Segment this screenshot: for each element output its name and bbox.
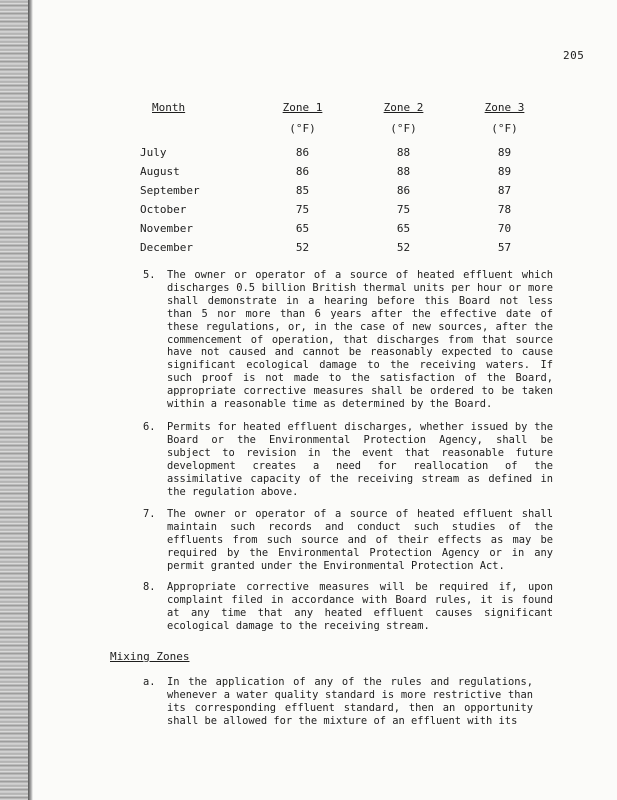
regulation-item-8 xyxy=(143,581,553,633)
header-zone-3: Zone 3 xyxy=(484,101,525,114)
zone-2-cell: 88 xyxy=(396,165,411,178)
zone-2-cell: 75 xyxy=(396,203,411,216)
table-row xyxy=(140,200,555,219)
units-zone-3: (°F) xyxy=(491,121,518,135)
zone-1-cell: 52 xyxy=(295,241,310,254)
month-cell: December xyxy=(140,241,193,254)
item-label: a. xyxy=(143,676,156,688)
header-month: Month xyxy=(152,101,186,114)
zone-1-cell: 86 xyxy=(295,146,310,159)
month-cell: November xyxy=(140,222,193,235)
units-zone-2: (°F) xyxy=(390,121,417,135)
zone-3-cell: 78 xyxy=(497,203,512,216)
zone-3-cell: 89 xyxy=(497,146,512,159)
month-cell: October xyxy=(140,203,187,216)
zone-1-cell: 86 xyxy=(295,165,310,178)
zone-2-cell: 65 xyxy=(396,222,411,235)
zone-3-cell: 87 xyxy=(497,184,512,197)
item-number: 7. xyxy=(143,508,156,520)
zone-1-cell: 75 xyxy=(295,203,310,216)
units-blank xyxy=(140,117,252,139)
section-title-mixing-zones: Mixing Zones xyxy=(110,650,190,663)
item-number: 5. xyxy=(143,269,156,281)
zone-2-cell: 52 xyxy=(396,241,411,254)
header-zone-1: Zone 1 xyxy=(282,101,323,114)
table-row xyxy=(140,219,555,238)
table-row xyxy=(140,139,555,162)
zone-3-cell: 57 xyxy=(497,241,512,254)
table-row xyxy=(140,181,555,200)
units-zone-1: (°F) xyxy=(289,121,316,135)
item-text: In the application of any of the rules and regulations, whenever a water quality standard is more restrictive than its corresponding effluent standard, then an opportunity shall be allowed for the mixture of an effluent with its xyxy=(167,676,533,727)
mixing-item-a xyxy=(143,676,533,728)
item-text: Permits for heated effluent discharges, whether issued by the Board or the Environmental Protection Agency, shall be subject to revision in the event that reasonable future development creates a need for reallocation of the assimilative capacity of the receiving stream as defined in the regulation above. xyxy=(167,421,553,498)
binding-edge xyxy=(28,0,33,800)
item-text: The owner or operator of a source of heated effluent which discharges 0.5 billion British thermal units per hour or more shall demonstrate in a hearing before this Board not less than 5 nor more than 6 years after the effective date of these regulations, or, in the case of new sources, after the commencement of operation, that discharges from that source have not caused and cannot be reasonably expected to cause significant ecological damage to the receiving waters. If such proof is not made to the satisfaction of the Board, appropriate corrective measures shall be ordered to be taken within a reasonable time as determined by the Board. xyxy=(167,269,553,411)
table-header-row xyxy=(140,98,555,117)
zone-1-cell: 65 xyxy=(295,222,310,235)
table-units-row xyxy=(140,117,555,139)
binding-shadow xyxy=(0,0,30,800)
regulation-item-6 xyxy=(143,421,553,498)
zone-3-cell: 89 xyxy=(497,165,512,178)
zone-1-cell: 85 xyxy=(295,184,310,197)
item-number: 8. xyxy=(143,581,156,593)
header-zone-2: Zone 2 xyxy=(383,101,424,114)
regulation-item-7 xyxy=(143,508,553,573)
month-cell: September xyxy=(140,184,200,197)
zone-2-cell: 88 xyxy=(396,146,411,159)
table-row xyxy=(140,238,555,257)
temperature-table xyxy=(140,98,555,257)
item-text: Appropriate corrective measures will be required if, upon complaint filed in accordance with Board rules, it is found at any time that any heated effluent causes significant ecological damage to the receiving stream. xyxy=(167,581,553,632)
page-number: 205 xyxy=(563,49,585,62)
month-cell: July xyxy=(140,146,167,159)
zone-3-cell: 70 xyxy=(497,222,512,235)
item-text: The owner or operator of a source of heated effluent shall maintain such records and conduct such studies of the effluents from such source and of their effects as may be required by the Environmental Protection Agency or in any permit granted under the Environmental Protection Act. xyxy=(167,508,553,572)
item-number: 6. xyxy=(143,421,156,433)
regulation-item-5 xyxy=(143,269,553,411)
month-cell: August xyxy=(140,165,180,178)
zone-2-cell: 86 xyxy=(396,184,411,197)
table-row xyxy=(140,162,555,181)
